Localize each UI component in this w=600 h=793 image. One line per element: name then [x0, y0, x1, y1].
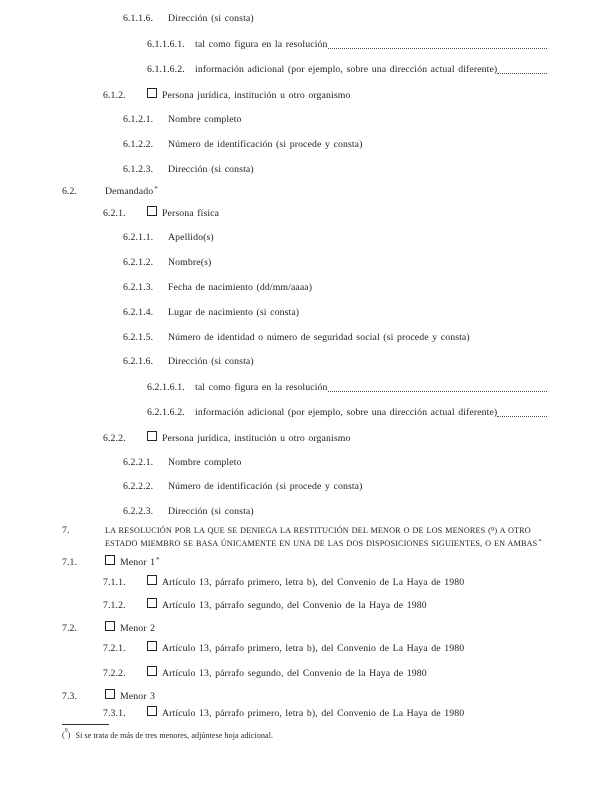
- item-number: 6.2.1.3.: [123, 282, 154, 293]
- item-label: Nombre completo: [168, 457, 242, 468]
- item-label: Dirección (si consta): [168, 164, 254, 175]
- footnote: [62, 728, 547, 741]
- checkbox[interactable]: [147, 666, 157, 676]
- item-label: Artículo 13, párrafo primero, letra b), del Convenio de La Haya de 1980: [162, 708, 465, 719]
- item-label: Menor 1: [120, 557, 156, 568]
- item-6-2-1-1: [123, 231, 547, 244]
- item-6-1-1-6-2: [147, 63, 547, 76]
- footnote-text: Si se trata de más de tres menores, adjúntese hoja adicional.: [75, 730, 274, 740]
- item-number: 6.1.1.6.2.: [147, 64, 185, 75]
- item-number: 7.: [62, 525, 70, 536]
- item-number: 6.1.1.6.1.: [147, 39, 185, 50]
- item-6-2: [62, 185, 547, 199]
- checkbox[interactable]: [105, 555, 115, 565]
- item-6-2-1-2: [123, 256, 547, 269]
- item-label: Artículo 13, párrafo primero, letra b), del Convenio de La Haya de 1980: [162, 643, 465, 654]
- checkbox[interactable]: [105, 689, 115, 699]
- heading-text-mid: ) A OTRO ESTADO MIEMBRO SE BASA ÚNICAMENTE EN UNA DE LAS DOS DISPOSICIONES SIGUIENTES, O EN AMBAS: [105, 526, 538, 548]
- item-number: 6.2.2.: [103, 433, 126, 444]
- item-6-2-1-6: [123, 355, 547, 368]
- item-7-2-2: [103, 666, 547, 680]
- item-label: Número de identificación (si procede y consta): [168, 481, 363, 492]
- item-label: Menor 2: [120, 623, 156, 634]
- footnote-marker: [62, 728, 71, 741]
- item-number: 7.2.2.: [103, 668, 126, 679]
- item-7-3-1: [103, 706, 547, 720]
- item-number: 6.2.1.: [103, 208, 126, 219]
- checkbox[interactable]: [147, 88, 157, 98]
- item-label: tal como figura en la resolución: [195, 39, 328, 50]
- item-6-1-2-2: [123, 138, 547, 151]
- item-6-2-1-6-2: [147, 406, 547, 419]
- item-number: 6.2.1.1.: [123, 232, 154, 243]
- item-number: 7.3.: [62, 691, 78, 702]
- footnote-marker-number: 9: [64, 728, 68, 734]
- item-label: Persona jurídica, institución u otro organismo: [162, 433, 351, 444]
- checkbox[interactable]: [147, 598, 157, 608]
- dotted-entry-line: [497, 416, 547, 417]
- item-label: Persona jurídica, institución u otro organismo: [162, 90, 351, 101]
- item-number: 6.1.2.2.: [123, 139, 154, 150]
- item-6-2-1-5: [123, 331, 547, 344]
- item-number: 6.2.1.2.: [123, 257, 154, 268]
- item-label: Artículo 13, párrafo segundo, del Convenio de la Haya de 1980: [162, 668, 427, 679]
- footnote-rule: [62, 724, 109, 725]
- item-number: 6.1.2.1.: [123, 114, 154, 125]
- item-label: Nombre completo: [168, 114, 242, 125]
- item-label: Dirección (si consta): [168, 356, 254, 367]
- item-number: 6.2.1.6.: [123, 356, 154, 367]
- item-number: 7.1.2.: [103, 600, 126, 611]
- item-number: 6.2.1.6.1.: [147, 382, 185, 393]
- item-label: Número de identificación (si procede y consta): [168, 139, 363, 150]
- item-label: Artículo 13, párrafo segundo, del Convenio de la Haya de 1980: [162, 600, 427, 611]
- checkbox[interactable]: [147, 641, 157, 651]
- item-6-2-2-2: [123, 480, 547, 493]
- footnote-asterisk: *: [156, 555, 160, 564]
- heading-text-pre: LA RESOLUCIÓN POR LA QUE SE DENIEGA LA RESTITUCIÓN DEL MENOR O DE LOS MENORES (: [105, 526, 492, 535]
- item-label: Número de identidad o número de seguridad social (si procede y consta): [168, 332, 470, 343]
- item-7-1-2: [103, 598, 547, 612]
- checkbox[interactable]: [147, 431, 157, 441]
- item-label: Dirección (si consta): [168, 506, 254, 517]
- item-number: 6.2.2.3.: [123, 506, 154, 517]
- item-label: Demandado: [105, 186, 154, 197]
- item-label: información adicional (por ejemplo, sobre una dirección actual diferente): [195, 407, 498, 418]
- dotted-entry-line: [328, 48, 547, 49]
- item-number: 6.2.1.6.2.: [147, 407, 185, 418]
- item-number: 6.2.1.4.: [123, 307, 154, 318]
- footnote-marker-close: ): [67, 730, 71, 740]
- item-number: 6.1.2.: [103, 90, 126, 101]
- item-7-1: [62, 555, 547, 570]
- item-label: Fecha de nacimiento (dd/mm/aaaa): [168, 282, 313, 293]
- footnote-asterisk: *: [154, 184, 158, 193]
- item-7-1-1: [103, 575, 547, 589]
- section-heading-text: [105, 525, 547, 550]
- item-number: 7.1.: [62, 557, 78, 568]
- item-6-2-1: [103, 206, 547, 220]
- item-6-2-1-3: [123, 281, 547, 294]
- item-label: Dirección (si consta): [168, 13, 254, 24]
- checkbox[interactable]: [147, 706, 157, 716]
- item-label: Apellido(s): [168, 232, 214, 243]
- item-number: 6.1.2.3.: [123, 164, 154, 175]
- item-number: 6.1.1.6.: [123, 13, 154, 24]
- item-7-2: [62, 621, 547, 635]
- item-6-1-2: [103, 88, 547, 102]
- item-6-1-1-6: [123, 12, 547, 25]
- item-6-2-2-1: [123, 456, 547, 469]
- dotted-entry-line: [328, 391, 547, 392]
- item-number: 7.2.1.: [103, 643, 126, 654]
- checkbox[interactable]: [147, 575, 157, 585]
- dotted-entry-line: [497, 73, 547, 74]
- item-6-2-1-6-1: [147, 381, 547, 394]
- item-7-3: [62, 689, 547, 703]
- footnote-asterisk: *: [538, 538, 542, 545]
- item-number: 6.2.2.2.: [123, 481, 154, 492]
- item-6-1-2-1: [123, 113, 547, 126]
- item-label: Nombre(s): [168, 257, 212, 268]
- item-7-2-1: [103, 641, 547, 655]
- item-label: Menor 3: [120, 691, 156, 702]
- item-6-1-1-6-1: [147, 38, 547, 51]
- item-6-2-2: [103, 431, 547, 445]
- footnote-marker-open: (: [62, 730, 65, 740]
- item-number: 7.1.1.: [103, 577, 126, 588]
- checkbox[interactable]: [147, 206, 157, 216]
- item-label: Artículo 13, párrafo primero, letra b), del Convenio de La Haya de 1980: [162, 577, 465, 588]
- item-number: 7.3.1.: [103, 708, 126, 719]
- item-label: Persona física: [162, 208, 220, 219]
- item-label: información adicional (por ejemplo, sobre una dirección actual diferente): [195, 64, 498, 75]
- item-6-1-2-3: [123, 163, 547, 176]
- item-number: 6.2.: [62, 186, 78, 197]
- section-7-heading: [62, 525, 547, 550]
- item-number: 6.2.1.5.: [123, 332, 154, 343]
- item-label: Lugar de nacimiento (si consta): [168, 307, 300, 318]
- item-6-2-2-3: [123, 505, 547, 518]
- checkbox[interactable]: [105, 621, 115, 631]
- item-label: tal como figura en la resolución: [195, 382, 328, 393]
- item-number: 7.2.: [62, 623, 78, 634]
- item-number: 6.2.2.1.: [123, 457, 154, 468]
- item-6-2-1-4: [123, 306, 547, 319]
- footnote-reference: 9: [491, 525, 495, 533]
